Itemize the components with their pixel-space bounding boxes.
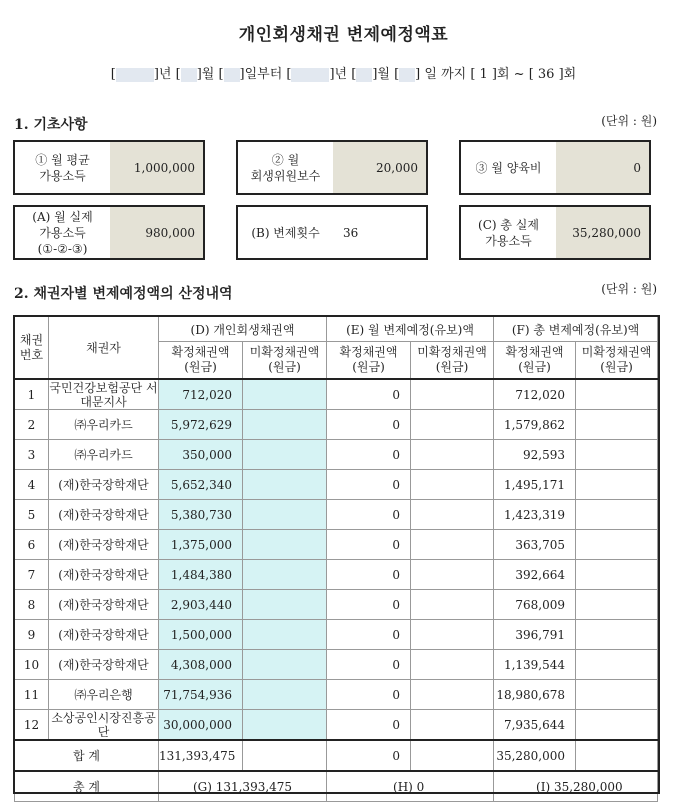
f-confirmed: 92,593: [494, 440, 576, 470]
f-unconfirmed: [576, 410, 658, 440]
creditor-no: 9: [15, 620, 49, 650]
basic-value: 35,280,000: [556, 207, 649, 258]
basic-box-repayment-count: [236, 205, 428, 260]
d-unconfirmed: [243, 530, 327, 560]
section1-heading: 1. 기초사항: [14, 117, 88, 133]
creditor-name: 소상공인시장진흥공단: [49, 710, 159, 741]
header-f-unconfirmed: 미확정채권액 (원금): [576, 342, 658, 380]
payment-period-line: [0, 63, 687, 82]
d-confirmed: 30,000,000: [159, 710, 243, 741]
e-confirmed: 0: [327, 440, 411, 470]
basic-label: ② 월 회생위원보수: [250, 152, 321, 183]
f-confirmed: 1,139,544: [494, 650, 576, 680]
period-bracket: [: [110, 67, 116, 82]
sum-f: 35,280,000: [494, 740, 576, 771]
table-row: [15, 500, 658, 530]
basic-value: 980,000: [110, 207, 203, 258]
f-unconfirmed: [576, 440, 658, 470]
d-unconfirmed: [243, 620, 327, 650]
f-unconfirmed: [576, 470, 658, 500]
redacted-end-day: [399, 68, 415, 82]
creditor-no: 2: [15, 410, 49, 440]
basic-label: (C) 총 실제 가용소득: [478, 217, 539, 248]
creditor-name: (재)한국장학재단: [49, 530, 159, 560]
redacted-month: [181, 68, 197, 82]
e-unconfirmed: [411, 710, 494, 741]
sum-row: [15, 740, 658, 771]
f-confirmed: 1,495,171: [494, 470, 576, 500]
d-unconfirmed: [243, 590, 327, 620]
e-confirmed: 0: [327, 710, 411, 741]
sum-d-unconfirmed: [243, 740, 327, 771]
e-confirmed: 0: [327, 620, 411, 650]
creditor-name: (재)한국장학재단: [49, 560, 159, 590]
f-unconfirmed: [576, 560, 658, 590]
creditor-no: 6: [15, 530, 49, 560]
e-unconfirmed: [411, 560, 494, 590]
f-confirmed: 392,664: [494, 560, 576, 590]
header-d: (D) 개인회생채권액: [159, 317, 327, 342]
document-title: 개인회생채권 변제예정액표: [238, 25, 449, 45]
header-e: (E) 월 변제예정(유보)액: [327, 317, 494, 342]
creditor-name: (재)한국장학재단: [49, 650, 159, 680]
creditor-name: (재)한국장학재단: [49, 500, 159, 530]
creditor-no: 12: [15, 710, 49, 741]
e-confirmed: 0: [327, 410, 411, 440]
d-confirmed: 5,972,629: [159, 410, 243, 440]
d-unconfirmed: [243, 650, 327, 680]
d-confirmed: 71,754,936: [159, 680, 243, 710]
redacted-day: [224, 68, 240, 82]
f-unconfirmed: [576, 650, 658, 680]
f-unconfirmed: [576, 530, 658, 560]
d-unconfirmed: [243, 560, 327, 590]
f-unconfirmed: [576, 680, 658, 710]
e-unconfirmed: [411, 530, 494, 560]
e-confirmed: 0: [327, 560, 411, 590]
e-unconfirmed: [411, 650, 494, 680]
redacted-end-month: [356, 68, 372, 82]
e-unconfirmed: [411, 379, 494, 410]
basic-box-monthly-income: [13, 140, 205, 195]
e-unconfirmed: [411, 620, 494, 650]
table-row: [15, 470, 658, 500]
f-confirmed: 7,935,644: [494, 710, 576, 741]
e-unconfirmed: [411, 500, 494, 530]
basic-label: ① 월 평균 가용소득: [35, 152, 90, 183]
e-unconfirmed: [411, 470, 494, 500]
repayment-table: [14, 316, 658, 802]
section1-unit: (단위 : 원): [601, 114, 657, 128]
basic-box-child-support: [459, 140, 651, 195]
basic-box-total-income: [459, 205, 651, 260]
e-unconfirmed: [411, 590, 494, 620]
d-unconfirmed: [243, 500, 327, 530]
basic-value: 36: [333, 207, 426, 258]
table-row: [15, 379, 658, 410]
table-row: [15, 410, 658, 440]
creditor-no: 10: [15, 650, 49, 680]
creditor-name: (재)한국장학재단: [49, 620, 159, 650]
d-confirmed: 1,484,380: [159, 560, 243, 590]
period-from-text: ]일부터 [: [239, 67, 292, 82]
basic-value: 20,000: [333, 142, 426, 193]
table-row: [15, 620, 658, 650]
sum-e: 0: [327, 740, 411, 771]
creditor-no: 3: [15, 440, 49, 470]
d-unconfirmed: [243, 379, 327, 410]
d-confirmed: 4,308,000: [159, 650, 243, 680]
f-confirmed: 396,791: [494, 620, 576, 650]
section2-unit: (단위 : 원): [601, 282, 657, 296]
sum-f-unconfirmed: [576, 740, 658, 771]
period-year-text: ]년 [: [153, 67, 181, 82]
f-unconfirmed: [576, 710, 658, 741]
creditor-name: (재)한국장학재단: [49, 470, 159, 500]
period-until-text: ] 일 까지 [ 1 ]회 ~ [ 36 ]회: [415, 67, 577, 82]
header-e-unconfirmed: 미확정채권액 (원금): [411, 342, 494, 380]
e-confirmed: 0: [327, 650, 411, 680]
f-unconfirmed: [576, 590, 658, 620]
d-unconfirmed: [243, 710, 327, 741]
redacted-end-year: [291, 68, 329, 82]
e-unconfirmed: [411, 410, 494, 440]
sum-label: 합 계: [15, 740, 159, 771]
table-row: [15, 560, 658, 590]
f-confirmed: 768,009: [494, 590, 576, 620]
f-confirmed: 1,579,862: [494, 410, 576, 440]
d-unconfirmed: [243, 440, 327, 470]
header-d-confirmed: 확정채권액 (원금): [159, 342, 243, 380]
header-f-confirmed: 확정채권액 (원금): [494, 342, 576, 380]
f-confirmed: 363,705: [494, 530, 576, 560]
f-confirmed: 18,980,678: [494, 680, 576, 710]
creditor-no: 7: [15, 560, 49, 590]
e-confirmed: 0: [327, 500, 411, 530]
redacted-year: [116, 68, 154, 82]
creditor-name: ㈜우리카드: [49, 440, 159, 470]
creditor-name: ㈜우리카드: [49, 410, 159, 440]
header-f: (F) 총 변제예정(유보)액: [494, 317, 658, 342]
total-i: (I) 35,280,000: [494, 771, 658, 802]
d-confirmed: 1,500,000: [159, 620, 243, 650]
f-unconfirmed: [576, 620, 658, 650]
d-unconfirmed: [243, 410, 327, 440]
basic-label: (B) 변제횟수: [251, 225, 320, 240]
table-row: [15, 530, 658, 560]
table-row: [15, 650, 658, 680]
basic-label: (A) 월 실제 가용소득 (①-②-③): [32, 209, 93, 256]
period-month-text: ]월 [: [196, 67, 224, 82]
creditor-no: 5: [15, 500, 49, 530]
total-g: (G) 131,393,475: [159, 771, 327, 802]
header-creditor-no: 채권 번호: [15, 317, 49, 380]
creditor-no: 11: [15, 680, 49, 710]
e-confirmed: 0: [327, 530, 411, 560]
d-confirmed: 5,652,340: [159, 470, 243, 500]
total-row: [15, 771, 658, 802]
f-unconfirmed: [576, 500, 658, 530]
e-confirmed: 0: [327, 590, 411, 620]
table-row: [15, 680, 658, 710]
basic-value: 0: [556, 142, 649, 193]
e-confirmed: 0: [327, 680, 411, 710]
d-confirmed: 1,375,000: [159, 530, 243, 560]
basic-box-trustee-fee: [236, 140, 428, 195]
creditor-no: 1: [15, 379, 49, 410]
sum-d: 131,393,475: [159, 740, 243, 771]
f-unconfirmed: [576, 379, 658, 410]
period-end-month-text: ]월 [: [372, 67, 400, 82]
sum-e-unconfirmed: [411, 740, 494, 771]
total-label: 총 계: [15, 771, 159, 802]
f-confirmed: 712,020: [494, 379, 576, 410]
d-confirmed: 2,903,440: [159, 590, 243, 620]
d-confirmed: 712,020: [159, 379, 243, 410]
basic-value: 1,000,000: [110, 142, 203, 193]
creditor-name: 국민건강보험공단 서대문지사: [49, 380, 158, 409]
d-confirmed: 5,380,730: [159, 500, 243, 530]
d-unconfirmed: [243, 470, 327, 500]
creditor-no: 4: [15, 470, 49, 500]
header-d-unconfirmed: 미확정채권액 (원금): [243, 342, 327, 380]
e-unconfirmed: [411, 680, 494, 710]
e-unconfirmed: [411, 440, 494, 470]
f-confirmed: 1,423,319: [494, 500, 576, 530]
header-e-confirmed: 확정채권액 (원금): [327, 342, 411, 380]
creditor-name: (재)한국장학재단: [49, 590, 159, 620]
header-creditor: 채권자: [49, 317, 159, 380]
section2-heading: 2. 채권자별 변제예정액의 산정내역: [14, 286, 233, 302]
creditor-no: 8: [15, 590, 49, 620]
d-unconfirmed: [243, 680, 327, 710]
period-end-year-text: ]년 [: [329, 67, 357, 82]
table-row: [15, 440, 658, 470]
basic-label: ③ 월 양육비: [475, 160, 542, 175]
e-confirmed: 0: [327, 379, 411, 410]
creditor-name: ㈜우리은행: [49, 680, 159, 710]
basic-box-actual-income: [13, 205, 205, 260]
table-row: [15, 710, 658, 741]
e-confirmed: 0: [327, 470, 411, 500]
table-row: [15, 590, 658, 620]
d-confirmed: 350,000: [159, 440, 243, 470]
total-h: (H) 0: [327, 771, 494, 802]
